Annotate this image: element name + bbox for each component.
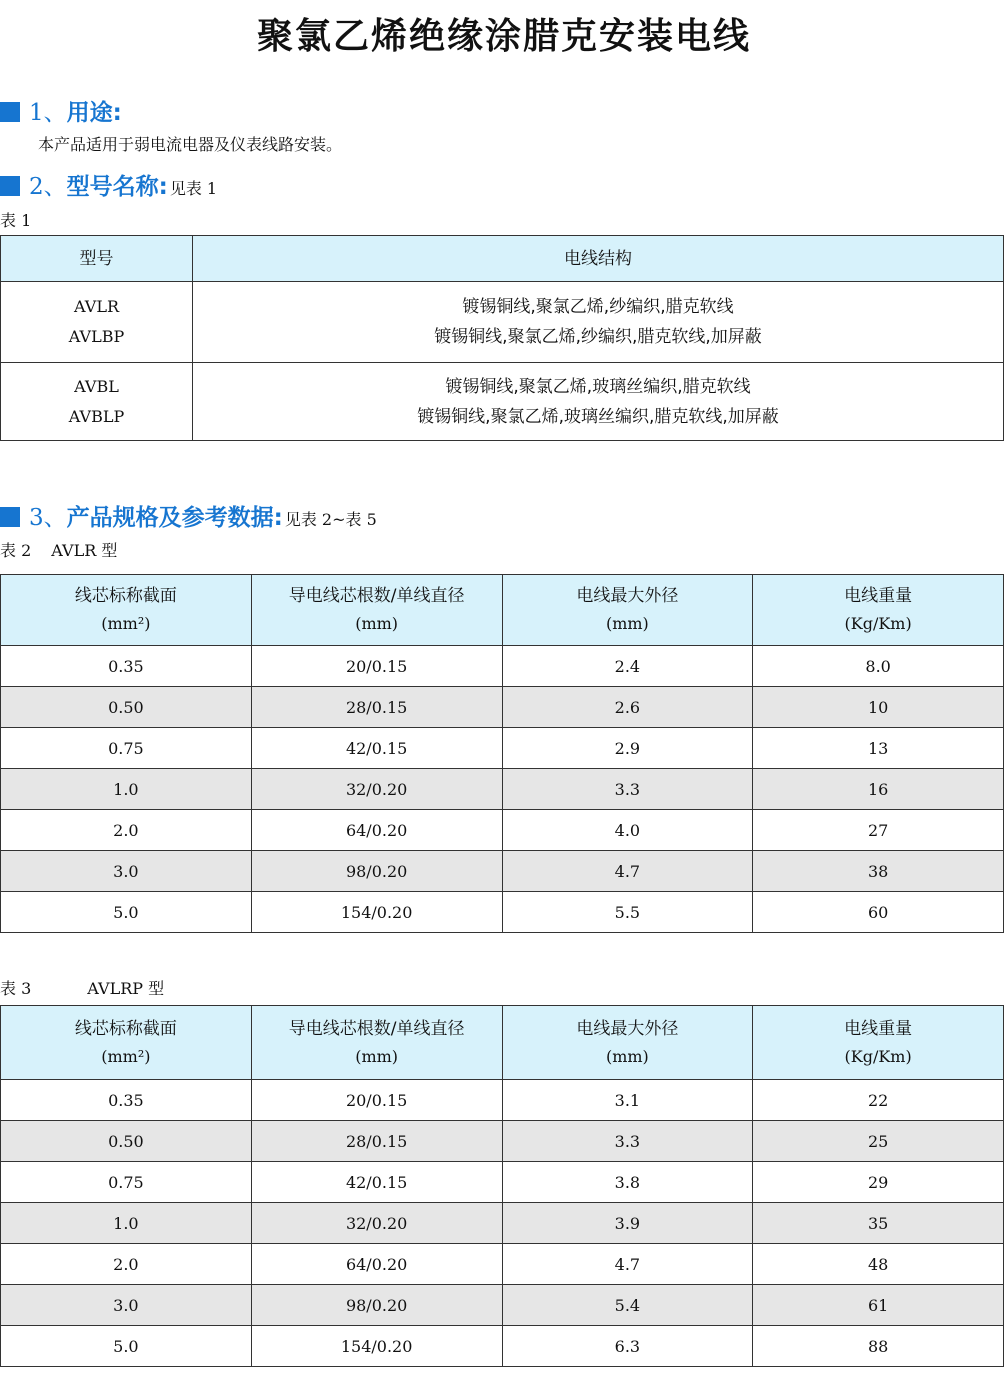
- table-cell: 4.7: [502, 1244, 753, 1285]
- table3-caption: [0, 976, 164, 999]
- table-number: 表 3: [0, 979, 32, 998]
- table-row: [1, 892, 1004, 933]
- section-spec-heading: [0, 499, 377, 535]
- table-cell: 154/0.20: [251, 1326, 502, 1367]
- table-cell: 5.0: [1, 892, 252, 933]
- table-cell: 22: [753, 1080, 1004, 1121]
- table-cell: 3.9: [502, 1203, 753, 1244]
- model-name: AVBLP: [68, 406, 125, 426]
- table-row: [1, 851, 1004, 892]
- header-cell: 电线结构: [193, 236, 1004, 282]
- section-title: 用途: [66, 100, 113, 126]
- section-note: 见表 2~表 5: [284, 510, 377, 529]
- table-cell: 32/0.20: [251, 769, 502, 810]
- section-note: 见表 1: [169, 179, 218, 198]
- table-cell: 61: [753, 1285, 1004, 1326]
- table-row: [1, 810, 1004, 851]
- table-header-row: [1, 1006, 1004, 1080]
- table-row: [1, 1326, 1004, 1367]
- header-cell: 电线重量 (Kg/Km): [753, 575, 1004, 646]
- model-name: AVLBP: [68, 327, 125, 346]
- model-cell: [1, 363, 193, 441]
- table-cell: 20/0.15: [251, 1080, 502, 1121]
- header-cell: 型号: [1, 236, 193, 282]
- table-row: [1, 646, 1004, 687]
- table-cell: 0.35: [1, 1080, 252, 1121]
- table-row: [1, 282, 1004, 363]
- table-cell: 2.6: [502, 687, 753, 728]
- header-cell: 导电线芯根数/单线直径 (mm): [251, 1006, 502, 1080]
- table-cell: 0.75: [1, 728, 252, 769]
- table-row: [1, 687, 1004, 728]
- header-cell: 电线最大外径 (mm): [502, 575, 753, 646]
- header-cell: 线芯标称截面 (mm²): [1, 1006, 252, 1080]
- table-cell: 0.50: [1, 687, 252, 728]
- table-cell: 1.0: [1, 769, 252, 810]
- blue-square-icon: [0, 102, 20, 122]
- table-cell: 3.3: [502, 1121, 753, 1162]
- header-cell: 电线最大外径 (mm): [502, 1006, 753, 1080]
- table-cell: 0.35: [1, 646, 252, 687]
- table-cell: 4.7: [502, 851, 753, 892]
- blue-square-icon: [0, 176, 20, 196]
- table-cell: 60: [753, 892, 1004, 933]
- section-number: 3、: [29, 505, 67, 531]
- usage-text: 本产品适用于弱电流电器及仪表线路安装。: [38, 135, 343, 154]
- page-title: 聚氯乙烯绝缘涂腊克安装电线: [256, 16, 751, 57]
- table-cell: 38: [753, 851, 1004, 892]
- table2-caption: [0, 538, 117, 561]
- table-cell: 32/0.20: [251, 1203, 502, 1244]
- table1-caption: 表 1: [0, 211, 32, 230]
- table-cell: 3.3: [502, 769, 753, 810]
- structure-text: 镀锡铜线,聚氯乙烯,纱编织,腊克软线,加屏蔽: [434, 327, 762, 347]
- table-row: [1, 1285, 1004, 1326]
- table-header-row: [1, 575, 1004, 646]
- section-title: 产品规格及参考数据: [66, 505, 274, 531]
- table-cell: 4.0: [502, 810, 753, 851]
- table-cell: 28/0.15: [251, 1121, 502, 1162]
- model-name: AVBL: [74, 376, 119, 396]
- table-cell: 5.5: [502, 892, 753, 933]
- table-cell: 0.50: [1, 1121, 252, 1162]
- table-row: [1, 769, 1004, 810]
- table-cell: 28/0.15: [251, 687, 502, 728]
- section-colon: :: [273, 505, 283, 531]
- structure-cell: [193, 363, 1004, 441]
- table-cell: 98/0.20: [251, 851, 502, 892]
- section-model-heading: [0, 168, 217, 204]
- spec-table-avlr: [0, 574, 1004, 933]
- table-cell: 3.0: [1, 1285, 252, 1326]
- header-cell: 线芯标称截面 (mm²): [1, 575, 252, 646]
- table-cell: 2.0: [1, 1244, 252, 1285]
- table-cell: 42/0.15: [251, 728, 502, 769]
- table-cell: 13: [753, 728, 1004, 769]
- table-cell: 64/0.20: [251, 810, 502, 851]
- table-model: AVLRP 型: [87, 979, 165, 998]
- table-number: 表 2: [0, 541, 32, 560]
- structure-text: 镀锡铜线,聚氯乙烯,玻璃丝编织,腊克软线,加屏蔽: [417, 406, 779, 427]
- spec-table-avlrp: [0, 1005, 1004, 1367]
- table-cell: 2.4: [502, 646, 753, 687]
- table-cell: 27: [753, 810, 1004, 851]
- table-cell: 16: [753, 769, 1004, 810]
- table-row: [1, 1203, 1004, 1244]
- table-row: [1, 1244, 1004, 1285]
- table-cell: 25: [753, 1121, 1004, 1162]
- table-cell: 10: [753, 687, 1004, 728]
- model-cell: [1, 282, 193, 363]
- table-row: [1, 1080, 1004, 1121]
- table-cell: 2.9: [502, 728, 753, 769]
- section-title: 型号名称: [66, 174, 159, 200]
- table-cell: 20/0.15: [251, 646, 502, 687]
- table-cell: 3.1: [502, 1080, 753, 1121]
- table-cell: 64/0.20: [251, 1244, 502, 1285]
- structure-text: 镀锡铜线,聚氯乙烯,纱编织,腊克软线: [462, 297, 734, 317]
- table-cell: 3.0: [1, 851, 252, 892]
- table-cell: 3.8: [502, 1162, 753, 1203]
- table-cell: 5.0: [1, 1326, 252, 1367]
- table-cell: 1.0: [1, 1203, 252, 1244]
- section-number: 2、: [29, 174, 67, 200]
- model-table: [0, 235, 1004, 441]
- table-row: [1, 1121, 1004, 1162]
- table-cell: 48: [753, 1244, 1004, 1285]
- table-cell: 29: [753, 1162, 1004, 1203]
- section-colon: :: [112, 100, 122, 126]
- table-cell: 98/0.20: [251, 1285, 502, 1326]
- table-cell: 2.0: [1, 810, 252, 851]
- section-colon: :: [158, 174, 168, 200]
- header-cell: 电线重量 (Kg/Km): [753, 1006, 1004, 1080]
- section-number: 1、: [29, 100, 67, 126]
- structure-cell: [193, 282, 1004, 363]
- table-cell: 35: [753, 1203, 1004, 1244]
- header-cell: 导电线芯根数/单线直径 (mm): [251, 575, 502, 646]
- table-header-row: [1, 236, 1004, 282]
- structure-text: 镀锡铜线,聚氯乙烯,玻璃丝编织,腊克软线: [445, 376, 751, 397]
- table-cell: 42/0.15: [251, 1162, 502, 1203]
- table-cell: 5.4: [502, 1285, 753, 1326]
- section-usage-heading: [0, 94, 124, 130]
- table-cell: 8.0: [753, 646, 1004, 687]
- table-cell: 0.75: [1, 1162, 252, 1203]
- table-row: [1, 363, 1004, 441]
- table-cell: 154/0.20: [251, 892, 502, 933]
- table-cell: 6.3: [502, 1326, 753, 1367]
- blue-square-icon: [0, 507, 20, 527]
- table-row: [1, 1162, 1004, 1203]
- model-name: AVLR: [74, 297, 119, 316]
- table-cell: 88: [753, 1326, 1004, 1367]
- table-row: [1, 728, 1004, 769]
- table-model: AVLR 型: [51, 541, 118, 560]
